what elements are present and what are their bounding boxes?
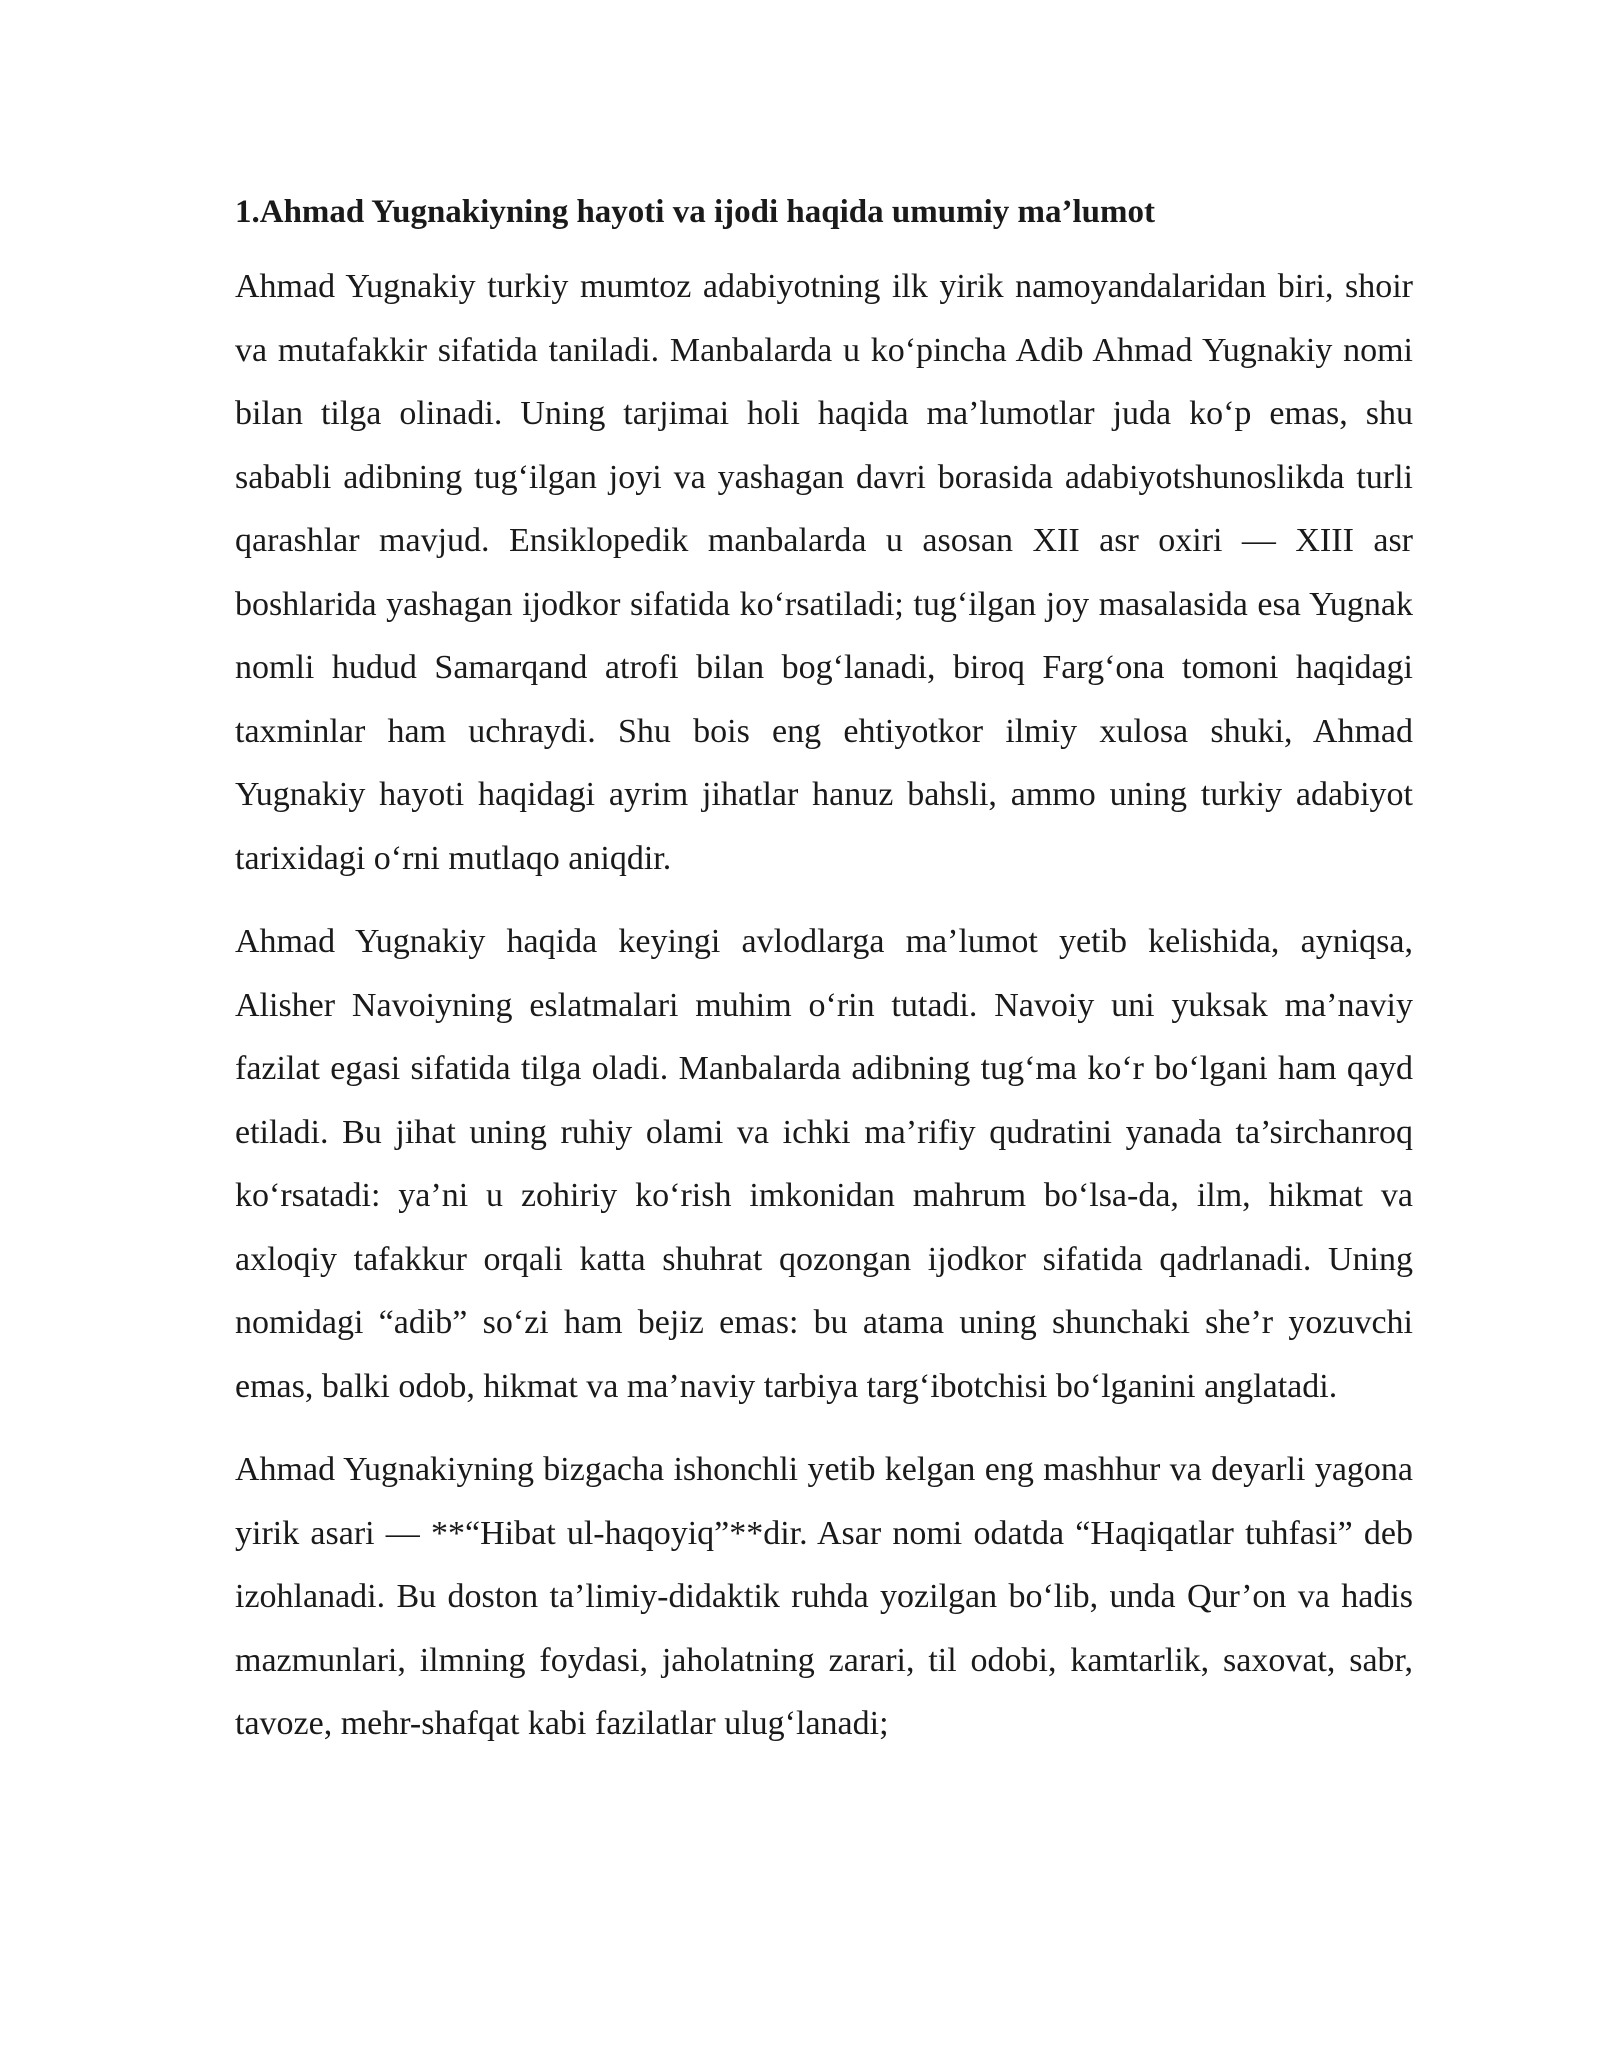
paragraph-hibat-ul-haqoyiq: Ahmad Yugnakiyning bizgacha ishonchli yetib kelgan eng mashhur va deyarli yagona yirik asari — **“Hibat ul-haqoyiq”**dir. Asar nomi odatda “Haqiqatlar tuhfasi” deb izohlanadi. Bu doston ta’limiy-didaktik ruhda yozilgan bo‘lib, unda Qur’on va hadis mazmunlari, ilmning foydasi, jaholatning zarari, til odobi, kamtarlik, saxovat, sabr, tavoze, mehr-shafqat kabi fazilatlar ulug‘lanadi; bbox=[235, 1451, 1413, 1742]
document-page bbox=[235, 185, 1413, 1776]
paragraph-biography: Ahmad Yugnakiy turkiy mumtoz adabiyotning ilk yirik namoyandalaridan biri, shoir va mutafakkir sifatida taniladi. Manbalarda u ko‘pincha Adib Ahmad Yugnakiy nomi bilan tilga olinadi. Uning tarjimai holi haqida ma’lumotlar juda ko‘p emas, shu sababli adibning tug‘ilgan joyi va yashagan davri borasida adabiyotshunoslikda turli qarashlar mavjud. Ensiklopedik manbalarda u asosan XII asr oxiri — XIII asr boshlarida yashagan ijodkor sifatida ko‘rsatiladi; tug‘ilgan joy masalasida esa Yugnak nomli hudud Samarqand atrofi bilan bog‘lanadi, biroq Farg‘ona tomoni haqidagi taxminlar ham uchraydi. Shu bois eng ehtiyotkor ilmiy xulosa shuki, Ahmad Yugnakiy hayoti haqidagi ayrim jihatlar hanuz bahsli, ammo uning turkiy adabiyot tarixidagi o‘rni mutlaqo aniqdir. bbox=[235, 268, 1413, 877]
paragraph-navoiy-mentions: Ahmad Yugnakiy haqida keyingi avlodlarga ma’lumot yetib kelishida, ayniqsa, Alisher Navoiyning eslatmalari muhim o‘rin tutadi. Navoiy uni yuksak ma’naviy fazilat egasi sifatida tilga oladi. Manbalarda adibning tug‘ma ko‘r bo‘lgani ham qayd etiladi. Bu jihat uning ruhiy olami va ichki ma’rifiy qudratini yanada ta’sirchanroq ko‘rsatadi: ya’ni u zohiriy ko‘rish imkonidan mahrum bo‘lsa-da, ilm, hikmat va axloqiy tafakkur orqali katta shuhrat qozongan ijodkor sifatida qadrlanadi. Uning nomidagi “adib” so‘zi ham bejiz emas: bu atama uning shunchaki she’r yozuvchi emas, balki odob, hikmat va ma’naviy tarbiya targ‘ibotchisi bo‘lganini anglatadi. bbox=[235, 923, 1413, 1405]
section-heading: 1.Ahmad Yugnakiyning hayoti va ijodi haqida umumiy ma’lumot bbox=[235, 194, 1155, 230]
